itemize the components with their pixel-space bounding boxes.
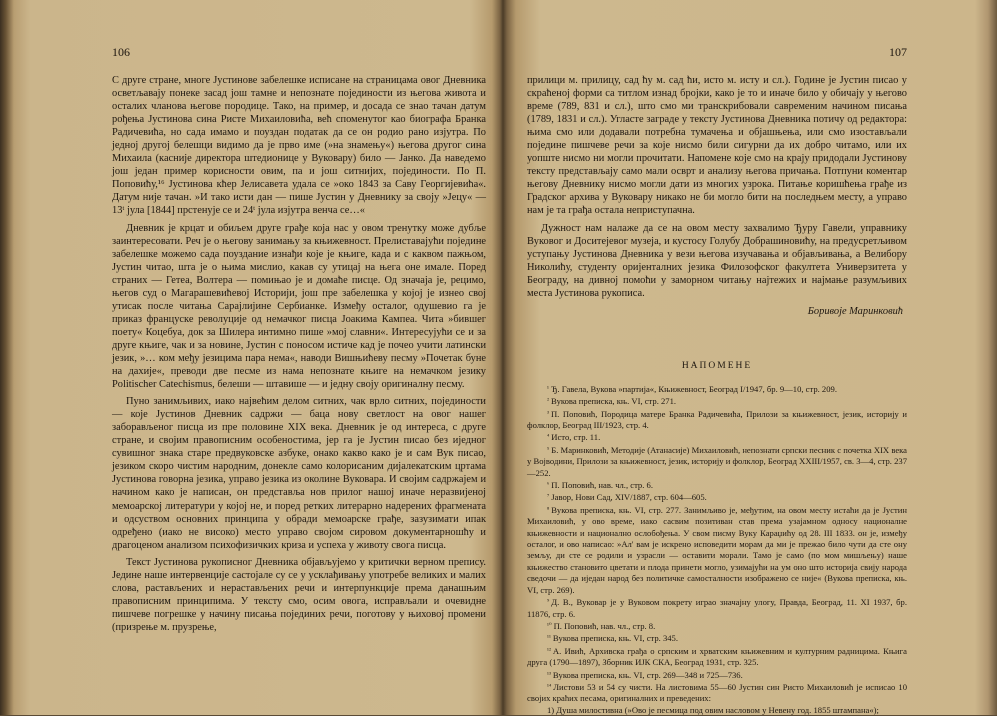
footnote-text: П. Поповић, Породица матере Бранка Радичевића, Прилози за књижевност, језик, историју и фолклор, Београд III/1923, стр. 4. — [527, 408, 907, 431]
paragraph: Дневник је крцат и обиљем друге грађе која нас у овом тренутку може дубље заинтересовати. Реч је о његову занимању за књижевност. Прелиставајући поједине забелешке можемо сада поуздание изнађи које је књиге, када и с каквом пажњом, Јустин читао, шта је о њима мислио, какав су утицај на њега оне имале. Поред страних — Гетеа, Волтера — помињао је и домаће писце. Од значаја је, рецимо, његов суд о Магарашевићевој Историји, још пре забелешка у којој је изнео свој утисак после читања Сарајлијине Сербианке. Између осталог, одушевио га је приказ француске револуције од немачког писца Јоакима Кампеа. Чита »бившег поету« Коцебуа, док за Шилера интимно пише »мој славни«. Интересујући се и за друге књиге, чак и за новине, Јустин с поносом истиче кад је почео учити латински језик, »… ком међу језицима пара нема«, наводи Вишњићеву песму »Почетак буне на дахије«, преводи две песме из нама непознате књиге на немачком језику Politischer Catechismus, белеши — штавише — и једну своју оригиналну песму. — [112, 222, 486, 391]
footnote-subitem: 1) Душа милостивна (»Ово је песмица под овим насловом у Невену год. 1855 штампана«); — [547, 704, 879, 715]
right-page — [505, 0, 997, 715]
paragraph: С друге стране, многе Јустинове забелешке исписане на страницама овог Дневника осветљавају понеке засад још тамне и непознате појединости из његова живота и осталих чланова његове породице. Тако, на пример, и досада се знао тачан датум рођења Јустинова сина Ристе Михаиловића, већ споменутог као биографа Бранка Радичевића, но сада имамо и поуздан податак да се он родио рано изјутра. По једној другој белешци видимо да је прво име (»на знамењу«) његова другог сина Михаила (касније директора штедионице у Вуковару) било — Јанко. Да наведемо још један пример корисности овим, па и још ситнијих, појединости. По П. Поповићу,¹⁶ Јустинова кћер Јелисавета удала се »око 1843 за Саву Георгијевића«. Датум није тачан. »И тако исти дан — пише Јустин у Дневнику за своју »Јецу« — 13ᵗ јула [1844] прстенује се и 24ᵗ јула изјутра венча се…« — [112, 75, 486, 217]
author-signature: Боривоје Маринковић — [807, 305, 903, 317]
footnote-text: Вукова преписка, књ. VI, стр. 269—348 и 725—736. — [552, 669, 743, 680]
right-page-body — [527, 74, 907, 300]
left-page-body — [112, 74, 486, 634]
footnote-number: ¹² — [547, 646, 551, 654]
footnote-number: ⁵ — [547, 445, 550, 453]
notes-list — [527, 383, 907, 716]
footnote-number: ¹³ — [547, 670, 551, 678]
footnote-text: Ђ. Гавела, Вукова »партија«, Књижевност, Београд I/1947, бр. 9—10, стр. 209. — [550, 383, 837, 394]
footnote — [527, 444, 907, 479]
footnote — [527, 491, 907, 503]
footnote-text: Листови 53 и 54 су чисти. На листовима 55—60 Јустин син Ристо Михаиловић је исписао 10 својих краћих песама, оригиналних и преведених: — [527, 681, 907, 704]
paragraph: Дужност нам налаже да се на овом месту захвалимо Ђуру Гавели, управнику Вуковог и Доситејевог музеја, и кустосу Голубу Добрашиновићу, на предусретљивом уступању Јустинова Дневника у вези његова изучавања и објављивања, а Велибору Николићу, студенту оријенталних језика Филозофског факултета Универзитета у Београду, на дивној помоћи у заморном читању најтежих и најмање разумљивих места Јустинова рукописа. — [527, 222, 907, 299]
footnote — [527, 645, 907, 669]
paragraph: прилици м. прилицу, сад ћу м. сад ћи, исто м. исту и сл.). Године је Јустин писао у скраћеној форми са титлом изнад бројки, како је то и иначе било у обичају у његово време (789, 831 и сл.), што смо ми транскрибовали савременим начином писања (1789, 1831 и сл.). Угласте заграде у тексту Јустинова Дневника потичу од редактора: њима смо или додавали потребна тумачења и објашњења, или смо изостављали поједине пишчеве речи за које нисмо били сигурни да их добро читамо, или их уопште нисмо ни могли прочитати. Напомене које смо на крају придодали Јустинову тексту представљају само мали осврт и анализу његова причања. Потпуни коментар његову Дневнику нисмо могли дати из многих узрока. Питање коришћења грађе из Градског архива у Вуковару никако не би могло бити на последњем месту, а управо нам је та грађа остала неприступачна. — [527, 75, 907, 217]
footnote — [527, 383, 907, 395]
footnote — [527, 632, 907, 644]
footnote — [527, 669, 907, 681]
footnote — [527, 681, 907, 705]
footnote-number: ⁶ — [547, 481, 550, 489]
footnote-text: П. Поповић, нав. чл., стр. 6. — [551, 480, 653, 491]
footnote-text: Д. В., Вуковар је у Вуковом покрету играо значајну улогу, Правда, Београд, 11. XI 1937, бр. 11876, стр. 6. — [527, 597, 907, 619]
footnote-number: ⁹ — [547, 598, 550, 606]
footnote-number: ¹ — [547, 384, 549, 392]
page-number: 106 — [112, 45, 130, 59]
footnote-number: ⁸ — [547, 505, 550, 513]
footnote — [527, 620, 907, 632]
footnote — [527, 596, 907, 620]
footnote-text: Исто, стр. 11. — [551, 432, 601, 443]
page-number: 107 — [889, 45, 907, 59]
footnote-text: А. Ивић, Архивска грађа о српским и хрватским књижевним и културним радницима. Књига друга (1790—1897), Зборник ИЈК СКА, Београд 1931, стр. 325. — [527, 645, 907, 668]
notes-heading: НАПОМЕНЕ — [681, 360, 753, 371]
footnote — [527, 395, 907, 407]
footnote-text: Вукова преписка, књ. VI, стр. 345. — [552, 633, 679, 644]
footnote-number: ³ — [547, 409, 549, 417]
paragraph: Пуно занимљивих, иако највећим делом ситних, чак врло ситних, појединости — које Јустинов Дневник садржи — баца нову светлост на овог нашег заборављеног писца из пре половине XIX века. Дневник је од интереса, с друге стране, и својим правописним особеностима, јер га је Јустин писао без иједног сувишног знака старе предвуковске азбуке, онако какво како је и сам Вук писао, језиком скоро чистим народним, донекле само колорисаним дијалекатским цртама Јустинова говорна језика, управо језика из околине Вуковара. И својим садржајем и начином како је написан, он представља нов прилог нашој иначе неразвијеној мемоарској литератури у којој не, и поред ретких литерарно надерених фрагмената и одсуством основних принципа у обради мемоарске грађе, зазузимати ипак одређено (иако не високо) место управо својом сировом документарношћу и драгоценом анализом психофизичких криза и успеха у животу свога писца. — [112, 396, 486, 551]
footnote-number: ¹⁴ — [547, 682, 552, 690]
footnote-text: Јавор, Нови Сад, XIV/1887, стр. 604—605. — [551, 492, 707, 503]
footnote — [527, 479, 907, 491]
footnote-number: ¹¹ — [547, 634, 551, 642]
footnote-text: Вукова преписка, књ. VI, стр. 277. Занимљиво је, међутим, на овом месту истаћи да је Јустин Михаиловић, у ово време, иако сасвим позитиван став према узајамном односу националне књижевности и национално ослобођења. У свом писму Вуку Караџићу од 28. III 1833. он је, између осталог, и ово написао: »Ал' вам је искрено исповедити морам да ми је прежао било чути да сте ону земљу, ди сте се родили и узрасли — оставити морали. Тамо је само (по мом мишљењу) наше књижество становито цветати и плода принети могло, узимајући на ум оно што историја свију народа сведочи — да иједан народ без политичке самосталности изображено се није« (Вукова преписка, књ. VI, стр. 269). — [527, 504, 907, 595]
footnote-number: ² — [547, 397, 549, 405]
footnote-number: ⁴ — [547, 433, 550, 441]
footnote-number: ¹⁰ — [547, 621, 552, 629]
paragraph: Текст Јустинова рукописног Дневника објављујемо у критички верном препису. Једине наше интервенције састојале су се у усклађивању употребе великих и малих слова, растављених и нерастављених речи и интерпункције према данашњим правописним принципима. У тексту смо, осим овога, исправљали и очевидне пишчеве погрешке у начину писања појединих речи, поготову у њиховој промени (призрење м. прузрење, — [112, 556, 486, 633]
footnote — [527, 504, 907, 596]
footnote — [527, 431, 907, 443]
footnote-text: Б. Маринковић, Методије (Атанасије) Михаиловић, непознати српски песник с почетка XIX века у Војводини, Прилози за књижевност, језик, историју и фолклор, Београд XXIII/1957, св. 3—4, стр. 237—252. — [527, 444, 907, 478]
footnote — [527, 408, 907, 432]
footnote-text: Вукова преписка, књ. VI, стр. 271. — [550, 396, 677, 407]
footnote-number: ⁷ — [547, 493, 550, 501]
footnote-text: П. Поповић, нав. чл., стр. 8. — [553, 620, 656, 631]
